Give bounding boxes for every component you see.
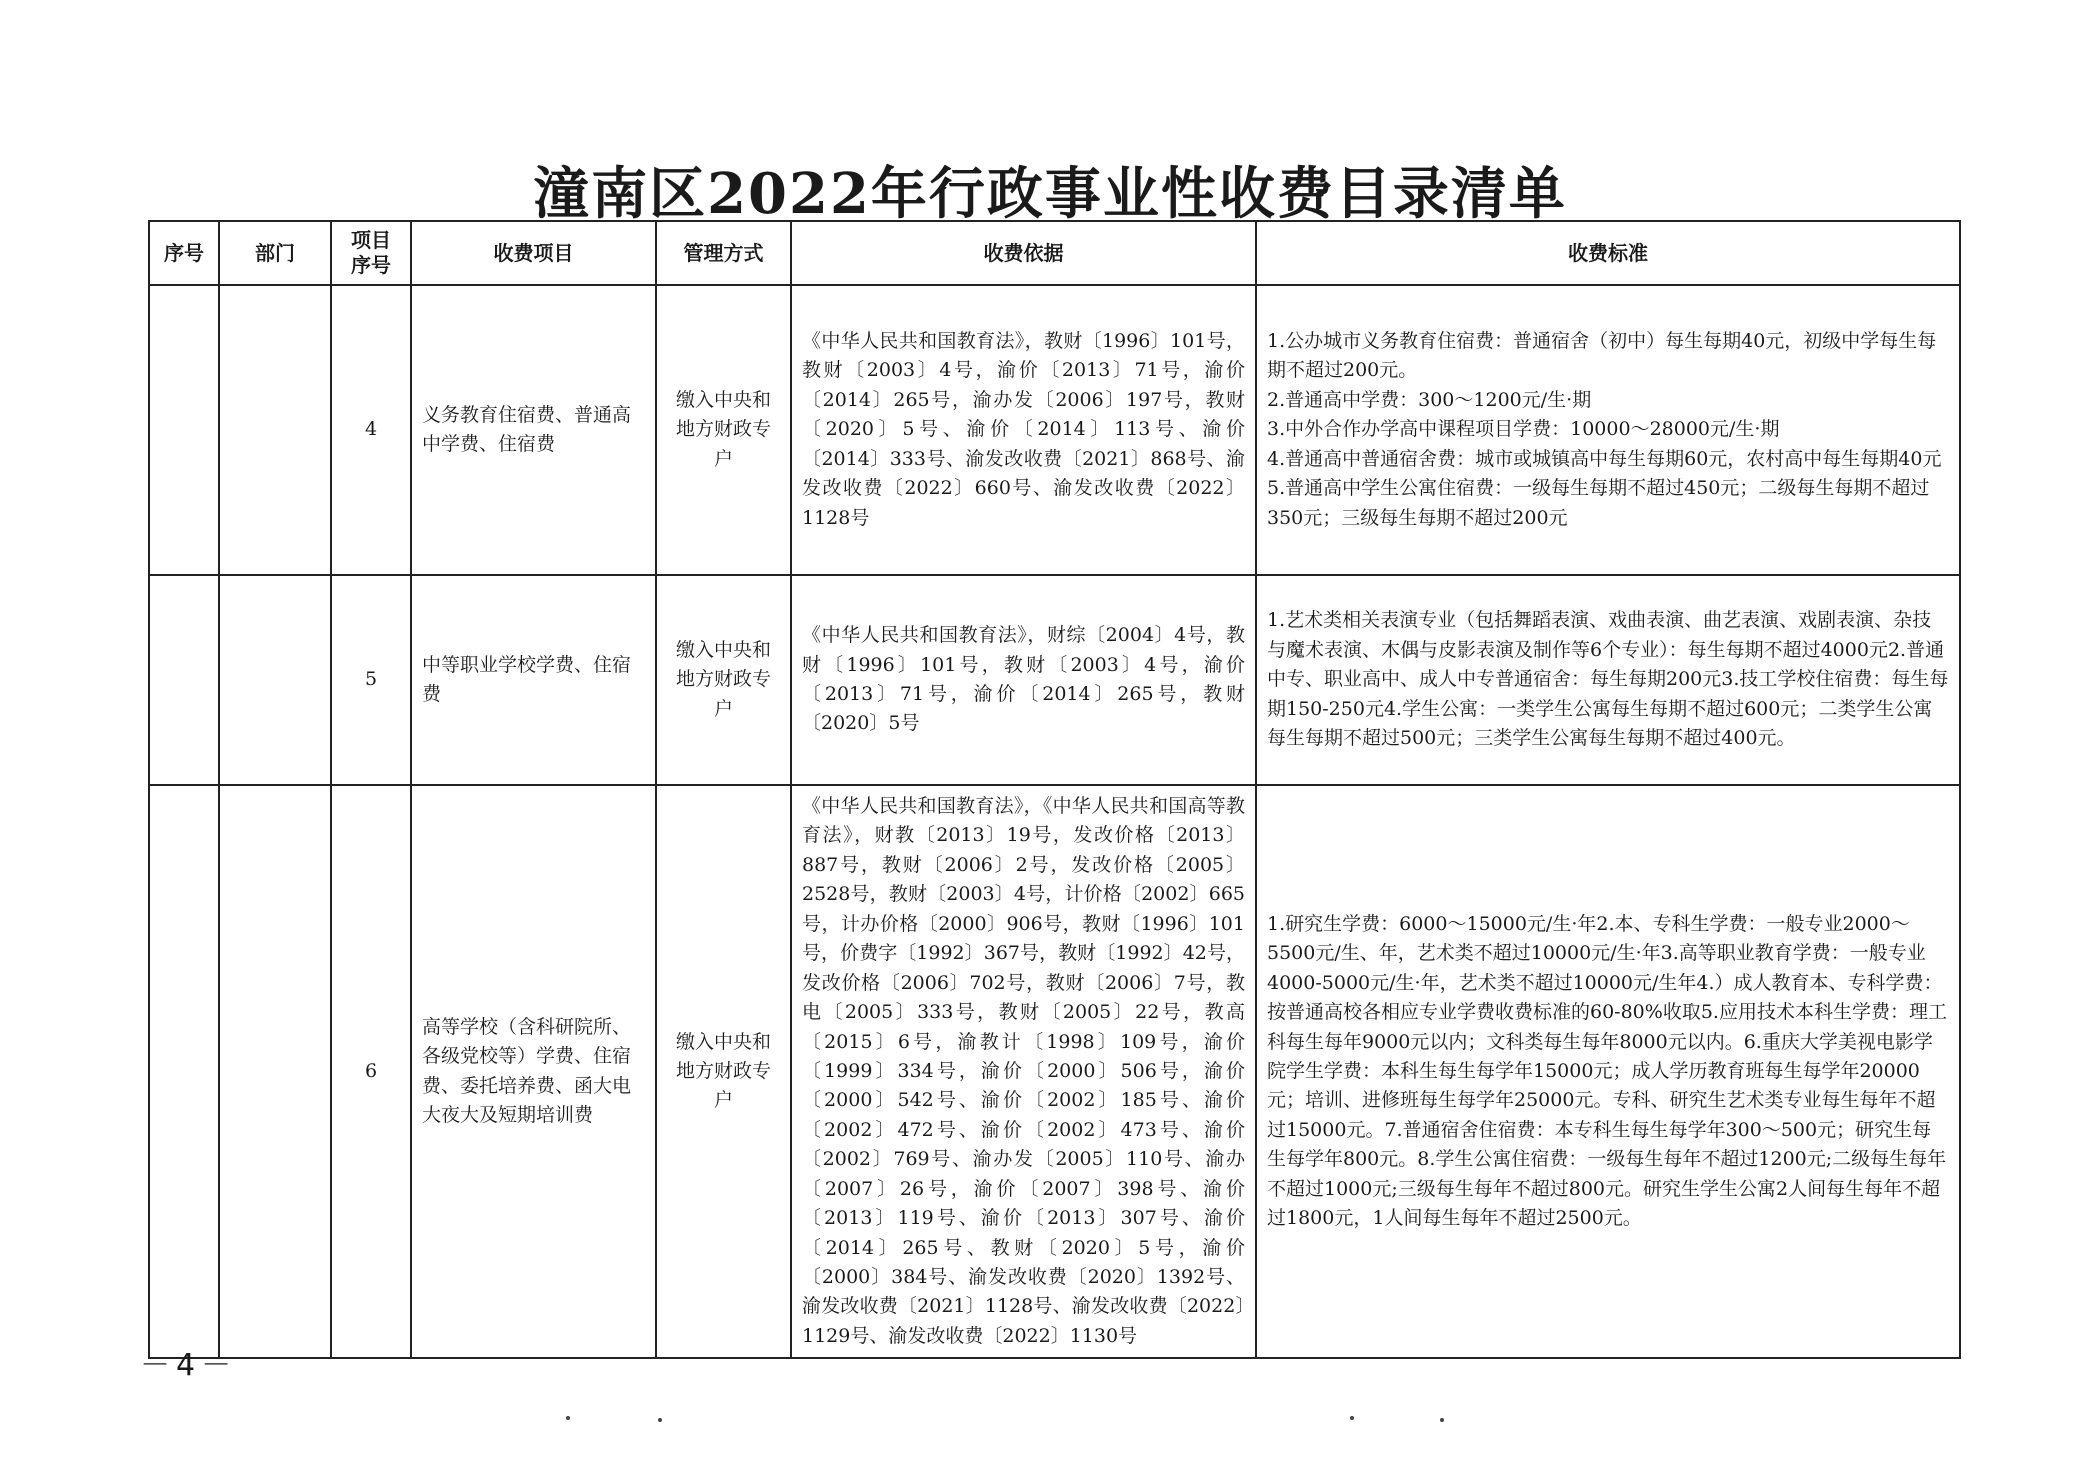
header-seq: 序号 xyxy=(149,221,219,285)
cell-item-seq: 6 xyxy=(331,785,411,1358)
header-basis: 收费依据 xyxy=(791,221,1256,285)
cell-item: 义务教育住宿费、普通高中学费、住宿费 xyxy=(411,285,656,575)
standard-line: 3.中外合作办学高中课程项目学费：10000～28000元/生·期 xyxy=(1267,418,1780,441)
standard-line: 2.普通高中学费：300～1200元/生·期 xyxy=(1267,388,1592,411)
cell-mgmt: 缴入中央和地方财政专户 xyxy=(656,575,791,785)
cell-seq xyxy=(149,575,219,785)
standard-line: 4.普通高中普通宿舍费：城市或城镇高中每生每期60元，农村高中每生每期40元 xyxy=(1267,447,1942,470)
scan-speck xyxy=(1350,1416,1354,1420)
header-item-seq xyxy=(331,221,411,285)
header-mgmt: 管理方式 xyxy=(656,221,791,285)
cell-standard xyxy=(1256,285,1960,575)
cell-basis: 《中华人民共和国教育法》，教财〔1996〕101号，教财〔2003〕4号，渝价〔2013〕71号，渝价〔2014〕265号，渝办发〔2006〕197号，教财〔2020〕5号、渝价〔2014〕113号、渝价〔2014〕333号、渝发改收费〔2021〕868号、渝发改收费〔2022〕660号、渝发改收费〔2022〕1128号 xyxy=(791,285,1256,575)
standard-line: 5.普通高中学生公寓住宿费：一级每生每期不超过450元；二级每生每期不超过350元；三级每生每期不超过200元 xyxy=(1267,477,1930,529)
header-item: 收费项目 xyxy=(411,221,656,285)
header-dept: 部门 xyxy=(219,221,331,285)
header-item-seq-label: 项目序号 xyxy=(351,228,391,277)
cell-dept xyxy=(219,285,331,575)
table-row xyxy=(149,285,1960,575)
cell-item-seq: 5 xyxy=(331,575,411,785)
table-row xyxy=(149,785,1960,1358)
scan-speck xyxy=(1440,1418,1444,1422)
fee-table xyxy=(148,220,1961,1359)
standard-line: 1.公办城市义务教育住宿费：普通宿舍（初中）每生每期40元，初级中学每生每期不超过200元。 xyxy=(1267,329,1937,382)
cell-standard xyxy=(1256,575,1960,785)
standard-line: 1.艺术类相关表演专业（包括舞蹈表演、戏曲表演、曲艺表演、戏剧表演、杂技与魔术表演、木偶与皮影表演及制作等6个专业）：每生每期不超过4000元2.普通中专、职业高中、成人中专普通宿舍：每生每期200元3.技工学校住宿费：每生每期150-250元4.学生公寓：一类学生公寓每生每期不超过600元；二类学生公寓每生每期不超过500元；三类学生公寓每生每期不超过400元。 xyxy=(1267,609,1949,750)
cell-item-seq: 4 xyxy=(331,285,411,575)
page-title: 潼南区2022年行政事业性收费目录清单 xyxy=(533,161,1567,227)
scan-speck xyxy=(658,1418,662,1422)
cell-item: 中等职业学校学费、住宿费 xyxy=(411,575,656,785)
cell-standard xyxy=(1256,785,1960,1358)
cell-basis: 《中华人民共和国教育法》，财综〔2004〕4号，教财〔1996〕101号，教财〔2003〕4号，渝价〔2013〕71号，渝价〔2014〕265号，教财〔2020〕5号 xyxy=(791,575,1256,785)
header-standard: 收费标准 xyxy=(1256,221,1960,285)
table-header-row xyxy=(149,221,1960,285)
cell-mgmt: 缴入中央和地方财政专户 xyxy=(656,285,791,575)
cell-mgmt: 缴入中央和地方财政专户 xyxy=(656,785,791,1358)
scan-speck xyxy=(566,1416,570,1420)
standard-line: 1.研究生学费：6000～15000元/生·年2.本、专科生学费：一般专业2000～5500元/生、年，艺术类不超过10000元/生·年3.高等职业教育学费：一般专业4000-5000元/生·年，艺术类不超过10000元/生年4.）成人教育本、专科学费：按普通高校各相应专业学费收费标准的60-80%收取5.应用技术本科生学费：理工科每生每年9000元以内；文科类每生每年8000元以内。6.重庆大学美视电影学院学生学费：本科生每生每学年15000元；成人学历教育班每生每学年20000元；培训、进修班每生每学年25000元。专科、研究生艺术类专业每生每年不超过15000元。7.普通宿舍住宿费：本专科生每生每学年300～500元；研究生每生每学年800元。8.学生公寓住宿费：一级每生每年不超过1200元;二级每生每年不超过1000元;三级每生每年不超过800元。研究生学生公寓2人间每生每年不超过1800元，1人间每生每年不超过2500元。 xyxy=(1267,912,1947,1230)
cell-dept xyxy=(219,785,331,1358)
page-number: －4－ xyxy=(140,1348,238,1383)
table-row xyxy=(149,575,1960,785)
cell-dept xyxy=(219,575,331,785)
cell-seq xyxy=(149,285,219,575)
cell-basis: 《中华人民共和国教育法》，《中华人民共和国高等教育法》，财教〔2013〕19号，发改价格〔2013〕887号，教财〔2006〕2号，发改价格〔2005〕2528号，教财〔2003〕4号，计价格〔2002〕665号，计办价格〔2000〕906号，教财〔1996〕101号，价费字〔1992〕367号，教财〔1992〕42号，发改价格〔2006〕702号，教财〔2006〕7号，教电〔2005〕333号，教财〔2005〕22号，教高〔2015〕6号，渝教计〔1998〕109号，渝价〔1999〕334号，渝价〔2000〕506号，渝价〔2000〕542号、渝价〔2002〕185号、渝价〔2002〕472号、渝价〔2002〕473号、渝价〔2002〕769号、渝办发〔2005〕110号、渝办〔2007〕26号，渝价〔2007〕398号、渝价〔2013〕119号、渝价〔2013〕307号、渝价〔2014〕265号、教财〔2020〕5号，渝价〔2000〕384号、渝发改收费〔2020〕1392号、渝发改收费〔2021〕1128号、渝发改收费〔2022〕1129号、渝发改收费〔2022〕1130号 xyxy=(791,785,1256,1358)
cell-seq xyxy=(149,785,219,1358)
cell-item: 高等学校（含科研院所、各级党校等）学费、住宿费、委托培养费、函大电大夜大及短期培训费 xyxy=(411,785,656,1358)
